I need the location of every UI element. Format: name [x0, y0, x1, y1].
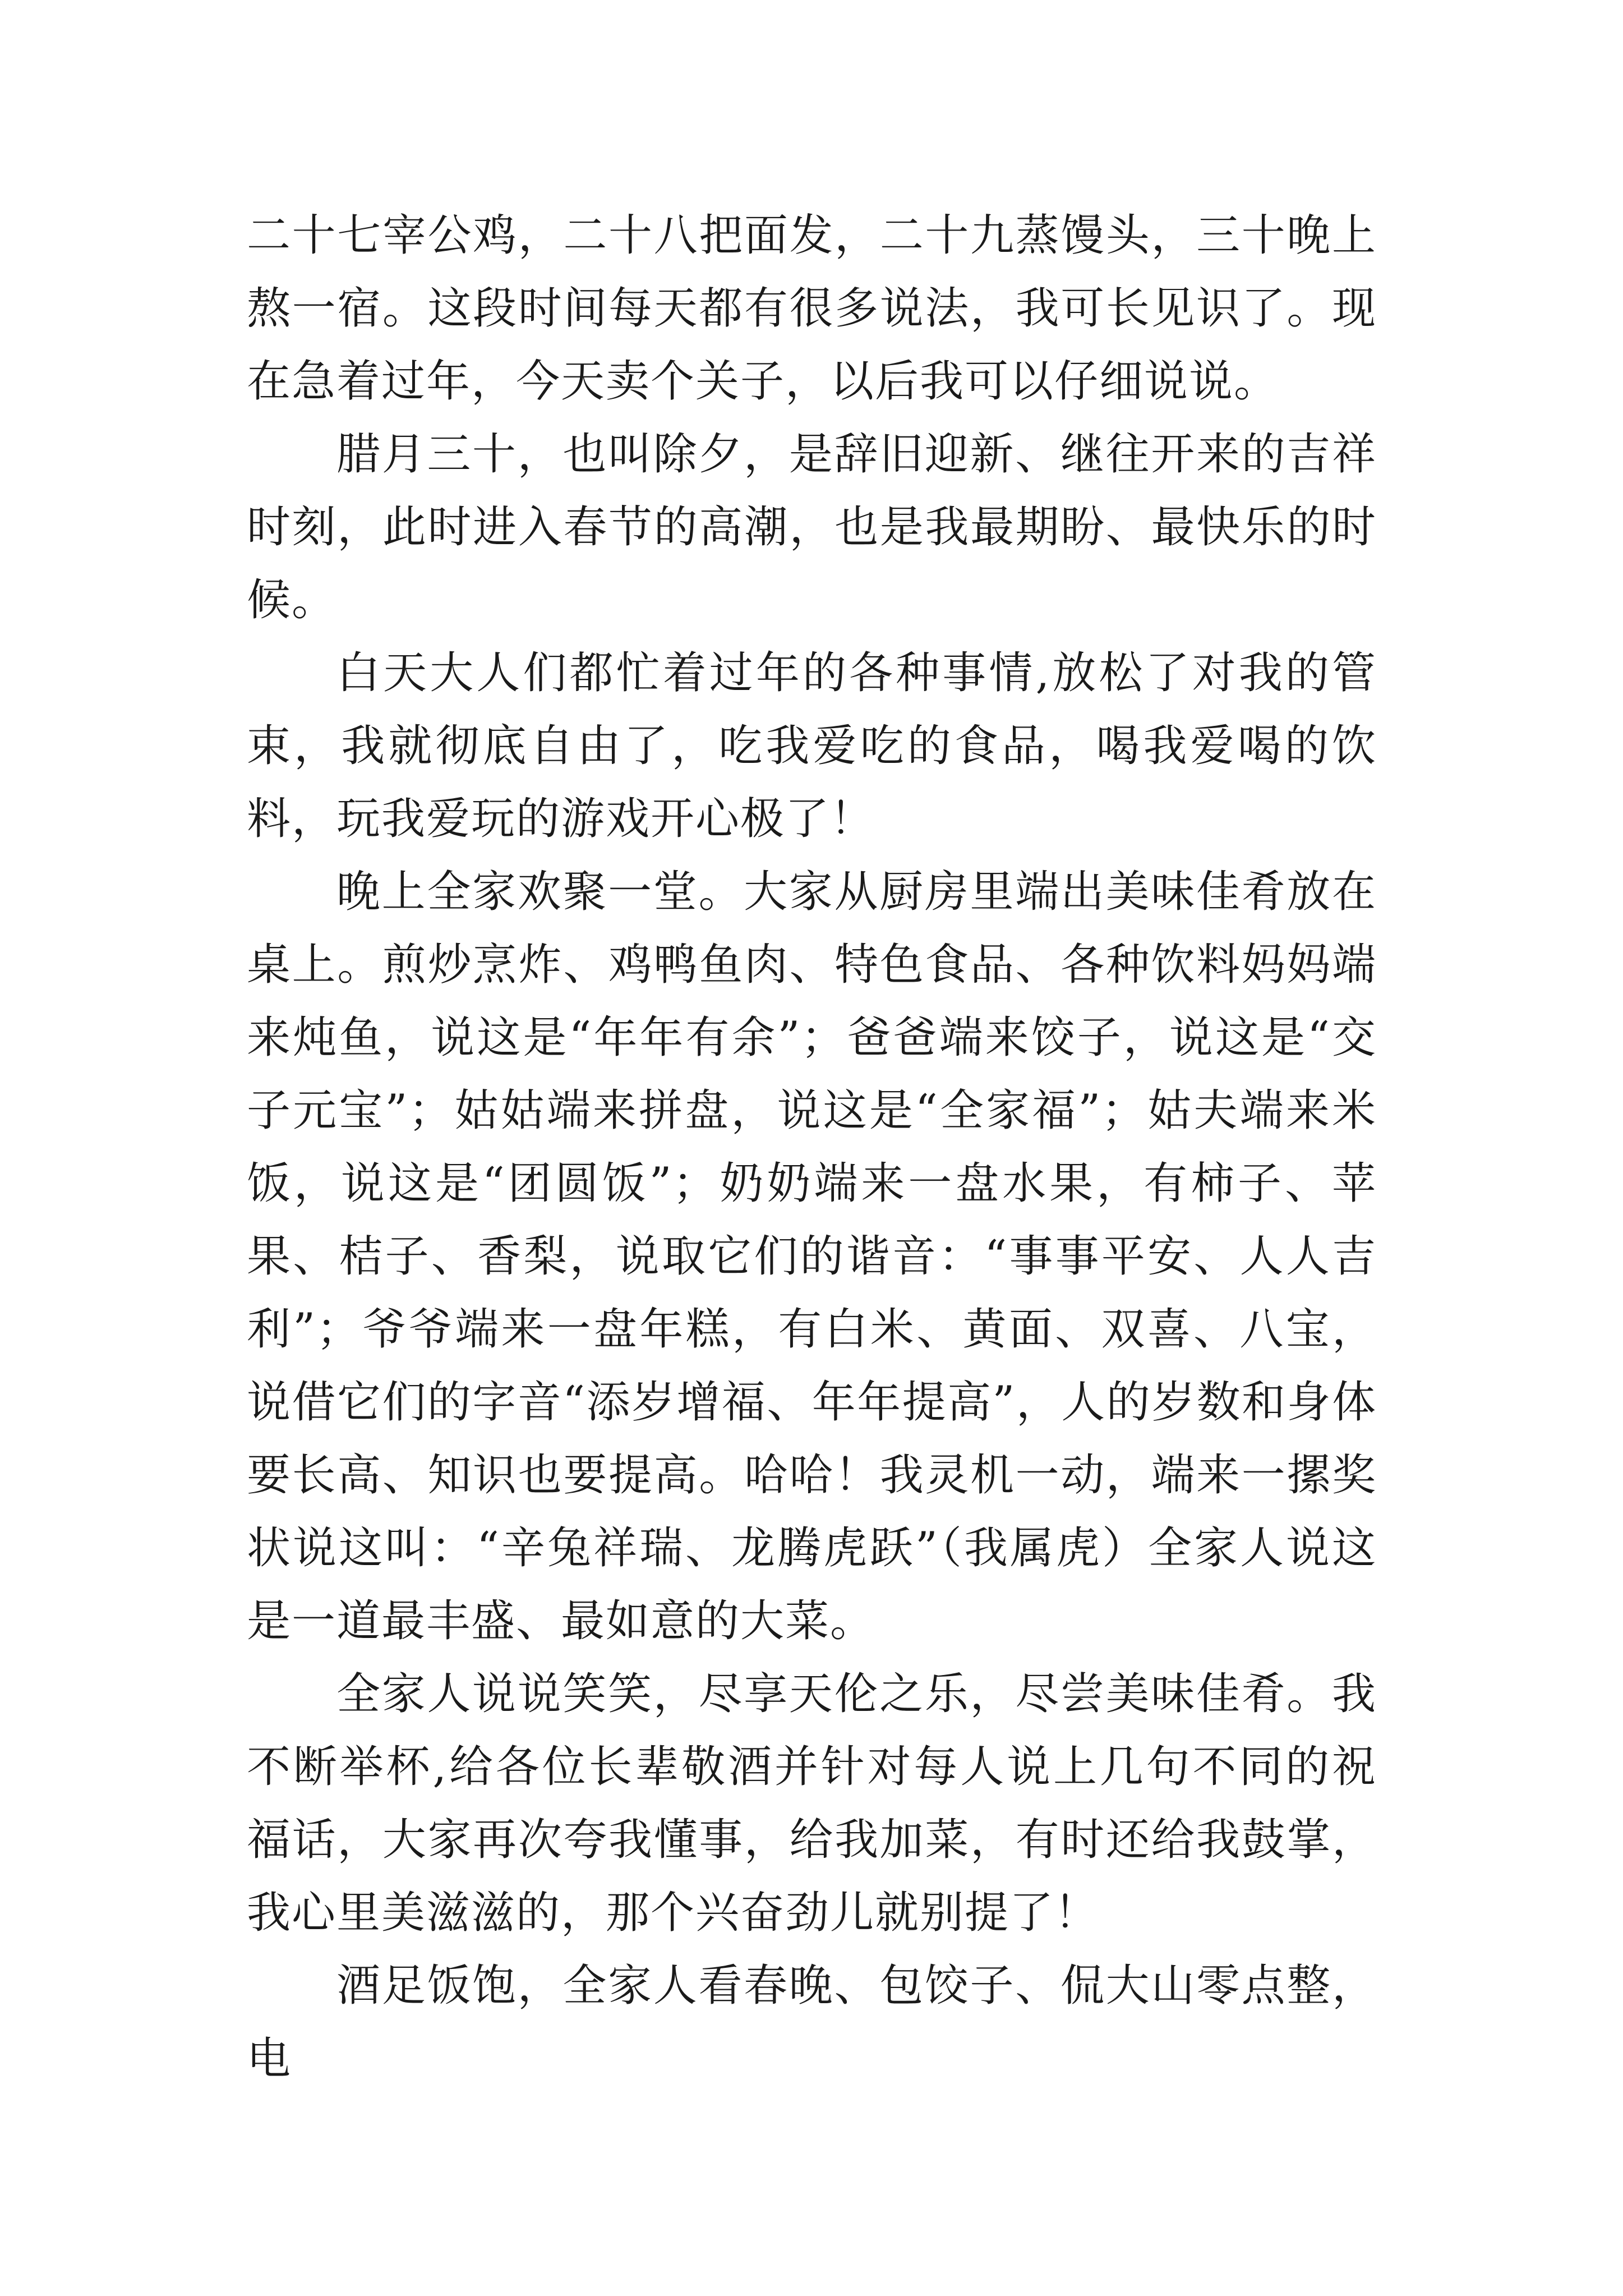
- paragraph-continuation: 二十七宰公鸡，二十八把面发，二十九蒸馒头，三十晚上熬一宿。这段时间每天都有很多说法，我可长见识了。现在急着过年，今天卖个关子，以后我可以仔细说说。: [247, 210, 1377, 407]
- paragraph: 腊月三十，也叫除夕，是辞旧迎新、继往开来的吉祥时刻，此时进入春节的高潮，也是我最期盼、最快乐的时候。: [247, 429, 1377, 625]
- paragraph: 酒足饭饱，全家人看春晚、包饺子、侃大山零点整，电: [247, 1961, 1377, 2084]
- paragraph: 白天大人们都忙着过年的各种事情,放松了对我的管束，我就彻底自由了，吃我爱吃的食品，喝我爱喝的饮料，玩我爱玩的游戏开心极了！: [247, 648, 1377, 844]
- paragraph: 晚上全家欢聚一堂。大家从厨房里端出美味佳肴放在桌上。煎炒烹炸、鸡鸭鱼肉、特色食品、各种饮料妈妈端来炖鱼，说这是“年年有余”；爸爸端来饺子，说这是“交子元宝”；姑姑端来拼盘，说这是“全家福”；姑夫端来米饭，说这是“团圆饭”；奶奶端来一盘水果，有柿子、苹果、桔子、香梨，说取它们的谐音：“事事平安、人人吉利”；爷爷端来一盘年糕，有白米、黄面、双喜、八宝，说借它们的字音“添岁增福、年年提高”，人的岁数和身体要长高、知识也要提高。哈哈！我灵机一动，端来一摞奖状说这叫：“辛兔祥瑞、龙腾虎跃”（我属虎）全家人说这是一道最丰盛、最如意的大菜。: [247, 867, 1377, 1646]
- paragraph: 全家人说说笑笑，尽享天伦之乐，尽尝美味佳肴。我不断举杯,给各位长辈敬酒并针对每人说上几句不同的祝福话，大家再次夸我懂事，给我加菜，有时还给我鼓掌，我心里美滋滋的，那个兴奋劲儿就别提了！: [247, 1669, 1377, 1938]
- document-body: [247, 199, 1377, 2095]
